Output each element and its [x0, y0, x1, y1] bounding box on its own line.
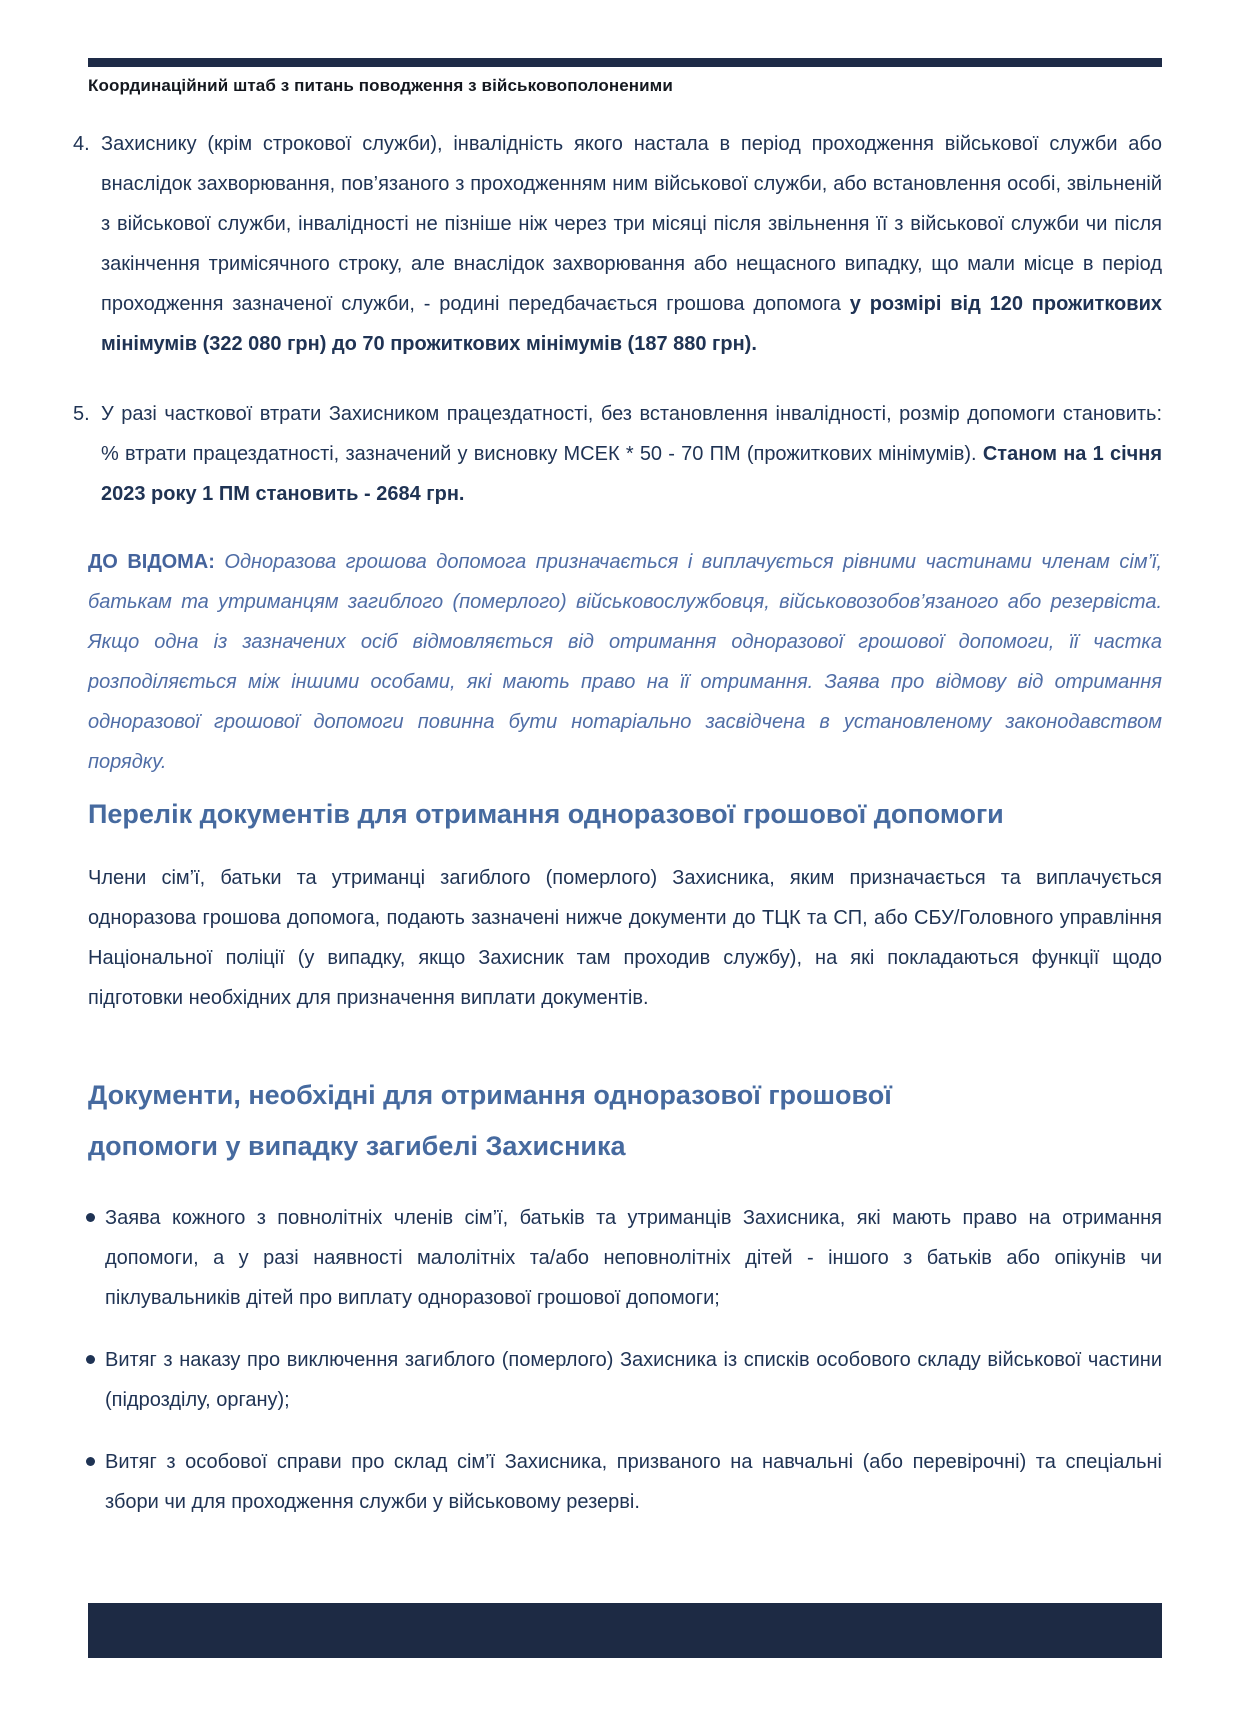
item-text-regular: Захиснику (крім строкової служби), інвалідність якого настала в період проходження військової служби або внаслідок захворювання, пов’язаного з проходженням ним військової служби, або встановлення особі, звільненій з військової служби, інвалідності не пізніше ніж через три місяці після звільнення її з військової служби чи після закінчення тримісячного строку, але внаслідок захворювання або нещасного випадку, що мали місце в період проходження зазначеної служби, - родині передбачається грошова допомога: [101, 133, 1162, 315]
section-heading-death-case-documents: Документи, необхідні для отримання одноразової грошової допомоги у випадку загибелі Захисника: [88, 1080, 892, 1161]
footer-bar: [88, 1603, 1162, 1658]
notice-label: ДО ВІДОМА:: [88, 551, 215, 573]
item-text-regular: У разі часткової втрати Захисником працездатності, без встановлення інвалідності, розмір допомоги становить: % втрати працездатності, зазначений у висновку МСЕК * 50 - 70 ПМ (прожиткових мінімумів).: [101, 403, 1162, 465]
bullet-dot-icon: [86, 1457, 95, 1466]
section-paragraph-recipients: Члени сім’ї, батьки та утриманці загиблого (померлого) Захисника, яким призначається та виплачується одноразова грошова допомога, подають зазначені нижче документи до ТЦК та СП, або СБУ/Головного управління Національної поліції (у випадку, якщо Захисник там проходив службу), на які покладаються функції щодо підготовки необхідних для призначення виплати документів.: [88, 867, 1162, 1009]
document-header-title: Координаційний штаб з питань поводження з військовополоненими: [88, 76, 673, 95]
bullet-text: Витяг з наказу про виключення загиблого (померлого) Захисника із списків особового складу військової частини (підрозділу, органу);: [105, 1349, 1162, 1411]
bullet-text: Витяг з особової справи про склад сім’ї Захисника, призваного на навчальні (або перевірочні) та спеціальні збори чи для проходження служби у військовому резерві.: [105, 1451, 1162, 1513]
notice-text: Одноразова грошова допомога призначається і виплачується рівними частинами членам сім’ї, батькам та утриманцям загиблого (померлого) військовослужбовця, військовозобов’язаного або резервіста. Якщо одна із зазначених осіб відмовляється від отримання одноразової грошової допомоги, її частка розподіляється між іншими особами, які мають право на її отримання. Заява про відмову від отримання одноразової грошової допомоги повинна бути нотаріально засвідчена в установленому законодавством порядку.: [88, 551, 1162, 773]
bullet-item-application: [88, 1198, 1162, 1318]
item-text-bold: Станом на 1 січня 2023 року 1 ПМ становить - 2684 грн.: [101, 443, 1163, 505]
top-divider-bar: [88, 58, 1162, 67]
bullet-item-personal-file-extract: [88, 1442, 1162, 1522]
notice-block: [88, 542, 1162, 782]
bullet-text: Заява кожного з повнолітніх членів сім’ї, батьків та утриманців Захисника, які мають право на отримання допомоги, а у разі наявності малолітніх та/або неповнолітніх дітей - іншого з батьків або опікунів чи піклувальників дітей про виплату одноразової грошової допомоги;: [105, 1207, 1162, 1309]
numbered-item-5: [73, 394, 1162, 514]
section-heading-documents-list: Перелік документів для отримання одноразової грошової допомоги: [88, 799, 1004, 829]
bullet-dot-icon: [86, 1355, 95, 1364]
item-number: 5.: [73, 403, 90, 425]
item-number: 4.: [73, 133, 90, 155]
item-text-bold: у розмірі від 120 прожиткових мінімумів (322 080 грн) до 70 прожиткових мінімумів (187 880 грн).: [101, 293, 1162, 355]
bullet-dot-icon: [86, 1213, 95, 1222]
numbered-item-4: [73, 124, 1162, 364]
bullet-item-exclusion-order: [88, 1340, 1162, 1420]
